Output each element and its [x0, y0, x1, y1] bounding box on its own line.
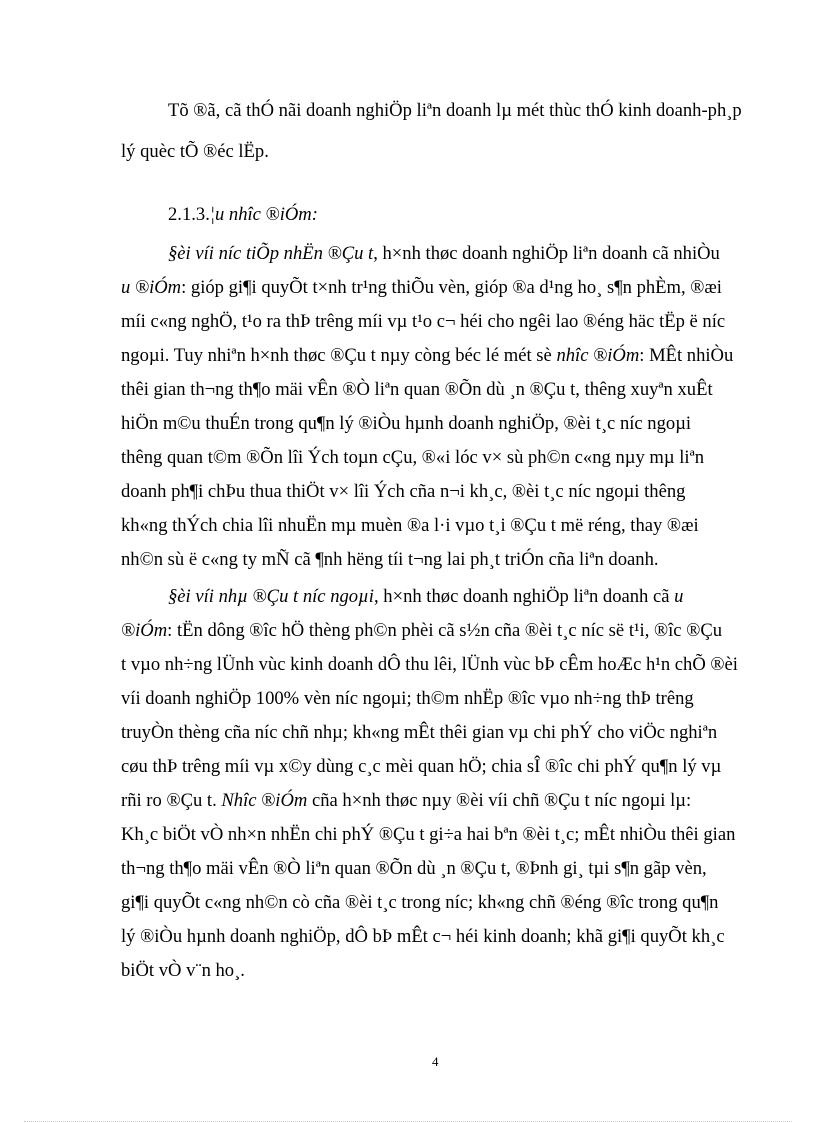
paragraph-3-line-5: truyÒn thèng cña níc chñ nhµ; kh«ng mÊt thêi gian vµ chi phÝ cho viÖc nghiªn	[121, 722, 718, 743]
paragraph-3-line-12: biÖt vÒ v¨n ho¸.	[121, 960, 245, 981]
section-title: ¦u nhîc ®iÓm:	[209, 204, 318, 225]
paragraph-3-line-11: lý ®iÒu hµnh doanh nghiÖp, dÔ bÞ mÊt c¬ héi kinh doanh; khã gi¶i quyÕt kh¸c	[121, 926, 725, 947]
section-heading	[168, 203, 318, 227]
paragraph-3-line-10: gi¶i quyÕt c«ng nh©n cò cña ®èi t¸c trong níc; kh«ng chñ ®éng ®îc trong qu¶n	[121, 892, 719, 913]
paragraph-2-line-8: doanh ph¶i chÞu thua thiÖt v× lîi Ých cña n¬i kh¸c, ®èi t¸c níc ngoµi thêng	[121, 481, 686, 502]
emphasis: ®iÓm	[121, 620, 168, 641]
emphasis: nhîc ®iÓm	[556, 345, 640, 366]
paragraph-2-line-7: thêng quan t©m ®Õn lîi Ých toµn cÇu, ®«i lóc v× sù ph©n c«ng nµy mµ liªn	[121, 447, 705, 468]
emphasis: u ®iÓm	[121, 277, 182, 298]
section-number: 2.1.3.	[168, 204, 210, 225]
paragraph-1-line-1: Tõ ®ã, cã thÓ nãi doanh nghiÖp liªn doanh lµ mét thùc thÓ kinh doanh-ph¸p	[168, 100, 742, 121]
paragraph-2-line-2: u ®iÓm: gióp gi¶i quyÕt t×nh tr¹ng thiÕu vèn, gióp ®a d¹ng ho¸ s¶n phÈm, ®æi	[121, 277, 722, 298]
paragraph-2-line-5: thêi gian th¬ng th¶o mäi vÊn ®Ò liªn quan ®Õn dù ¸n ®Çu t, thêng xuyªn xuÊt	[121, 379, 713, 400]
page-bottom-divider	[24, 1121, 792, 1122]
paragraph-3-line-4: víi doanh nghiÖp 100% vèn níc ngoµi; th©m nhËp ®îc vµo nh÷ng thÞ trêng	[121, 688, 694, 709]
paragraph-2-line-10: nh©n sù ë c«ng ty mÑ cã ¶nh hëng tíi t¬ng lai ph¸t triÓn cña liªn doanh.	[121, 549, 659, 570]
paragraph-2-line-3: míi c«ng nghÖ, t¹o ra thÞ trêng míi vµ t¹o c¬ héi cho ngêi lao ®éng häc tËp ë níc	[121, 311, 726, 332]
emphasis: Nhîc ®iÓm	[221, 790, 308, 811]
paragraph-1-line-2: lý quèc tÕ ®éc lËp.	[121, 141, 269, 162]
emphasis: u	[674, 586, 684, 607]
paragraph-2-line-1: §èi víi níc tiÕp nhËn ®Çu t, h×nh thøc doanh nghiÖp liªn doanh cã nhiÒu	[168, 243, 720, 264]
paragraph-3-line-1: §èi víi nhµ ®Çu t níc ngoµi, h×nh thøc doanh nghiÖp liªn doanh cã u	[168, 586, 684, 607]
paragraph-3-line-6: cøu thÞ trêng míi vµ x©y dùng c¸c mèi quan hÖ; chia sÎ ®îc chi phÝ qu¶n lý vµ	[121, 756, 722, 777]
emphasis: §èi víi nhµ ®Çu t níc ngoµi	[168, 586, 374, 607]
paragraph-3-line-7: rñi ro ®Çu t. Nhîc ®iÓm cña h×nh thøc nµy ®èi víi chñ ®Çu t níc ngoµi lµ:	[121, 790, 692, 811]
paragraph-3-line-2: ®iÓm: tËn dông ®îc hÖ thèng ph©n phèi cã s½n cña ®èi t¸c níc së t¹i, ®îc ®Çu	[121, 620, 723, 641]
paragraph-3-line-8: Kh¸c biÖt vÒ nh×n nhËn chi phÝ ®Çu t gi÷a hai bªn ®èi t¸c; mÊt nhiÒu thêi gian	[121, 824, 736, 845]
paragraph-2-line-6: hiÖn m©u thuÉn trong qu¶n lý ®iÒu hµnh doanh nghiÖp, ®èi t¸c níc ngoµi	[121, 413, 692, 434]
paragraph-3-line-9: th¬ng th¶o mäi vÊn ®Ò liªn quan ®Õn dù ¸n ®Çu t, ®Þnh gi¸ tµi s¶n gãp vèn,	[121, 858, 707, 879]
emphasis: §èi víi níc tiÕp nhËn ®Çu t	[168, 243, 374, 264]
page-number: 4	[432, 1054, 439, 1069]
paragraph-2-line-4: ngoµi. Tuy nhiªn h×nh thøc ®Çu t nµy còng béc lé mét sè nhîc ®iÓm: MÊt nhiÒu	[121, 345, 734, 366]
paragraph-2-line-9: kh«ng thÝch chia lîi nhuËn mµ muèn ®a l·i vµo t¸i ®Çu t më réng, thay ®æi	[121, 515, 699, 536]
paragraph-3-line-3: t vµo nh÷ng lÜnh vùc kinh doanh dÔ thu lêi, lÜnh vùc bÞ cÊm hoÆc h¹n chÕ ®èi	[121, 654, 738, 675]
